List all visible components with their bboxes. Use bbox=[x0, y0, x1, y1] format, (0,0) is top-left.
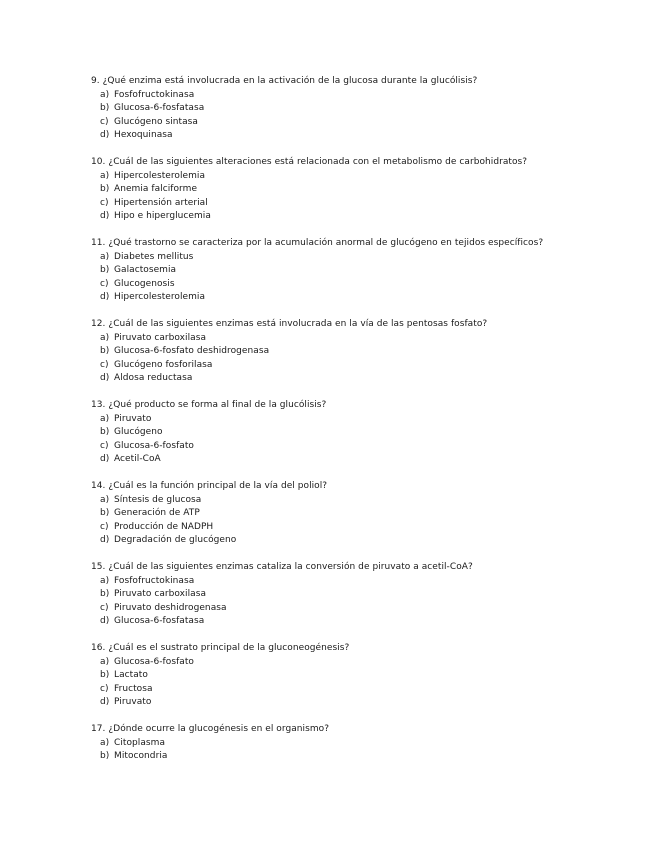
option-text: Generación de ATP bbox=[114, 508, 200, 519]
option-text: Piruvato carboxilasa bbox=[114, 332, 207, 343]
option-list bbox=[91, 494, 611, 548]
option-b bbox=[100, 102, 611, 116]
option-text: Hexoquinasa bbox=[114, 130, 173, 141]
option-text: Glucosa-6-fosfato bbox=[114, 440, 194, 451]
option-c bbox=[100, 602, 611, 616]
question-prompt: ¿Cuál de las siguientes enzimas está involucrada en la vía de las pentosas fosfato? bbox=[108, 319, 488, 329]
question-number: 15. bbox=[91, 562, 106, 572]
option-b bbox=[100, 264, 611, 278]
option-c bbox=[100, 359, 611, 373]
question-prompt: ¿Cuál es el sustrato principal de la gluconeogénesis? bbox=[108, 643, 350, 653]
option-text: Fructosa bbox=[114, 683, 153, 694]
question-text bbox=[91, 318, 611, 332]
option-list bbox=[91, 737, 611, 764]
question-text bbox=[91, 561, 611, 575]
option-list bbox=[91, 413, 611, 467]
question-12 bbox=[91, 318, 611, 386]
option-letter: b) bbox=[100, 670, 110, 681]
option-text: Síntesis de glucosa bbox=[114, 494, 202, 505]
option-letter: a) bbox=[100, 332, 110, 343]
option-text: Piruvato carboxilasa bbox=[114, 589, 207, 600]
option-letter: c) bbox=[100, 359, 109, 370]
question-text bbox=[91, 156, 611, 170]
option-c bbox=[100, 521, 611, 535]
question-prompt: ¿Cuál de las siguientes enzimas cataliza la conversión de piruvato a acetil-CoA? bbox=[108, 562, 473, 572]
option-text: Glucógeno fosforilasa bbox=[114, 359, 213, 370]
question-number: 11. bbox=[91, 238, 106, 248]
question-number: 17. bbox=[91, 724, 106, 734]
option-text: Degradación de glucógeno bbox=[114, 535, 237, 546]
option-text: Diabetes mellitus bbox=[114, 251, 194, 262]
option-b bbox=[100, 426, 611, 440]
option-text: Glucosa-6-fosfatasa bbox=[114, 616, 205, 627]
option-text: Hipercolesterolemia bbox=[114, 292, 206, 303]
option-text: Hipo e hiperglucemia bbox=[114, 211, 211, 222]
option-c bbox=[100, 683, 611, 697]
option-letter: d) bbox=[100, 454, 110, 465]
question-prompt: ¿Qué enzima está involucrada en la activación de la glucosa durante la glucólisis? bbox=[102, 76, 478, 86]
question-prompt: ¿Qué trastorno se caracteriza por la acumulación anormal de glucógeno en tejidos específicos? bbox=[108, 238, 544, 248]
question-number: 12. bbox=[91, 319, 106, 329]
option-letter: b) bbox=[100, 265, 110, 276]
question-prompt: ¿Qué producto se forma al final de la glucólisis? bbox=[108, 400, 327, 410]
option-c bbox=[100, 278, 611, 292]
question-17 bbox=[91, 723, 611, 764]
option-text: Glucosa-6-fosfatasa bbox=[114, 103, 205, 114]
option-letter: b) bbox=[100, 184, 110, 195]
question-number: 10. bbox=[91, 157, 106, 167]
question-number: 14. bbox=[91, 481, 106, 491]
option-b bbox=[100, 588, 611, 602]
option-text: Glucogenosis bbox=[114, 278, 175, 289]
option-letter: a) bbox=[100, 89, 110, 100]
option-b bbox=[100, 183, 611, 197]
option-a bbox=[100, 494, 611, 508]
option-letter: d) bbox=[100, 535, 110, 546]
option-letter: a) bbox=[100, 575, 110, 586]
option-text: Glucosa-6-fosfato deshidrogenasa bbox=[114, 346, 270, 357]
option-text: Hipercolesterolemia bbox=[114, 170, 206, 181]
option-text: Acetil-CoA bbox=[114, 454, 161, 465]
option-a bbox=[100, 170, 611, 184]
option-list bbox=[91, 332, 611, 386]
question-prompt: ¿Cuál de las siguientes alteraciones está relacionada con el metabolismo de carbohidratos? bbox=[108, 157, 528, 167]
option-letter: b) bbox=[100, 589, 110, 600]
option-text: Piruvato deshidrogenasa bbox=[114, 602, 227, 613]
option-letter: a) bbox=[100, 737, 110, 748]
question-9 bbox=[91, 75, 611, 143]
option-b bbox=[100, 750, 611, 764]
option-a bbox=[100, 413, 611, 427]
option-letter: d) bbox=[100, 292, 110, 303]
option-a bbox=[100, 575, 611, 589]
option-letter: d) bbox=[100, 211, 110, 222]
question-text bbox=[91, 723, 611, 737]
option-c bbox=[100, 116, 611, 130]
option-text: Piruvato bbox=[114, 413, 152, 424]
option-letter: d) bbox=[100, 373, 110, 384]
option-d bbox=[100, 453, 611, 467]
option-text: Fosfofructokinasa bbox=[114, 575, 195, 586]
question-prompt: ¿Cuál es la función principal de la vía del poliol? bbox=[108, 481, 328, 491]
option-c bbox=[100, 440, 611, 454]
option-letter: d) bbox=[100, 130, 110, 141]
option-letter: b) bbox=[100, 427, 110, 438]
option-d bbox=[100, 129, 611, 143]
question-15 bbox=[91, 561, 611, 629]
option-letter: c) bbox=[100, 602, 109, 613]
option-text: Producción de NADPH bbox=[114, 521, 214, 532]
option-list bbox=[91, 89, 611, 143]
option-letter: a) bbox=[100, 251, 110, 262]
option-letter: a) bbox=[100, 170, 110, 181]
option-letter: b) bbox=[100, 751, 110, 762]
option-text: Lactato bbox=[114, 670, 148, 681]
option-letter: a) bbox=[100, 656, 110, 667]
question-number: 9. bbox=[91, 76, 100, 86]
option-text: Citoplasma bbox=[114, 737, 166, 748]
question-13 bbox=[91, 399, 611, 467]
option-letter: d) bbox=[100, 697, 110, 708]
question-text bbox=[91, 399, 611, 413]
question-number: 16. bbox=[91, 643, 106, 653]
option-text: Piruvato bbox=[114, 697, 152, 708]
option-letter: c) bbox=[100, 197, 109, 208]
option-a bbox=[100, 737, 611, 751]
option-d bbox=[100, 696, 611, 710]
option-text: Aldosa reductasa bbox=[114, 373, 193, 384]
option-b bbox=[100, 507, 611, 521]
option-letter: a) bbox=[100, 494, 110, 505]
option-letter: c) bbox=[100, 683, 109, 694]
option-b bbox=[100, 345, 611, 359]
question-text bbox=[91, 480, 611, 494]
option-a bbox=[100, 656, 611, 670]
option-text: Galactosemia bbox=[114, 265, 177, 276]
option-letter: b) bbox=[100, 103, 110, 114]
option-a bbox=[100, 251, 611, 265]
question-text bbox=[91, 75, 611, 89]
question-prompt: ¿Dónde ocurre la glucogénesis en el organismo? bbox=[108, 724, 330, 734]
option-letter: c) bbox=[100, 116, 109, 127]
option-text: Glucógeno sintasa bbox=[114, 116, 198, 127]
option-d bbox=[100, 372, 611, 386]
option-letter: c) bbox=[100, 278, 109, 289]
option-d bbox=[100, 291, 611, 305]
option-text: Glucosa-6-fosfato bbox=[114, 656, 194, 667]
option-letter: c) bbox=[100, 521, 109, 532]
question-10 bbox=[91, 156, 611, 224]
option-letter: a) bbox=[100, 413, 110, 424]
question-text bbox=[91, 642, 611, 656]
question-11 bbox=[91, 237, 611, 305]
option-letter: b) bbox=[100, 346, 110, 357]
question-16 bbox=[91, 642, 611, 710]
option-text: Hipertensión arterial bbox=[114, 197, 208, 208]
option-list bbox=[91, 170, 611, 224]
option-list bbox=[91, 251, 611, 305]
option-d bbox=[100, 615, 611, 629]
option-list bbox=[91, 656, 611, 710]
option-text: Fosfofructokinasa bbox=[114, 89, 195, 100]
option-letter: b) bbox=[100, 508, 110, 519]
question-number: 13. bbox=[91, 400, 106, 410]
option-text: Glucógeno bbox=[114, 427, 163, 438]
option-letter: c) bbox=[100, 440, 109, 451]
option-b bbox=[100, 669, 611, 683]
option-list bbox=[91, 575, 611, 629]
question-text bbox=[91, 237, 611, 251]
option-text: Anemia falciforme bbox=[114, 184, 198, 195]
option-d bbox=[100, 534, 611, 548]
option-a bbox=[100, 89, 611, 103]
question-14 bbox=[91, 480, 611, 548]
option-c bbox=[100, 197, 611, 211]
option-text: Mitocondria bbox=[114, 751, 168, 762]
option-letter: d) bbox=[100, 616, 110, 627]
option-d bbox=[100, 210, 611, 224]
option-a bbox=[100, 332, 611, 346]
